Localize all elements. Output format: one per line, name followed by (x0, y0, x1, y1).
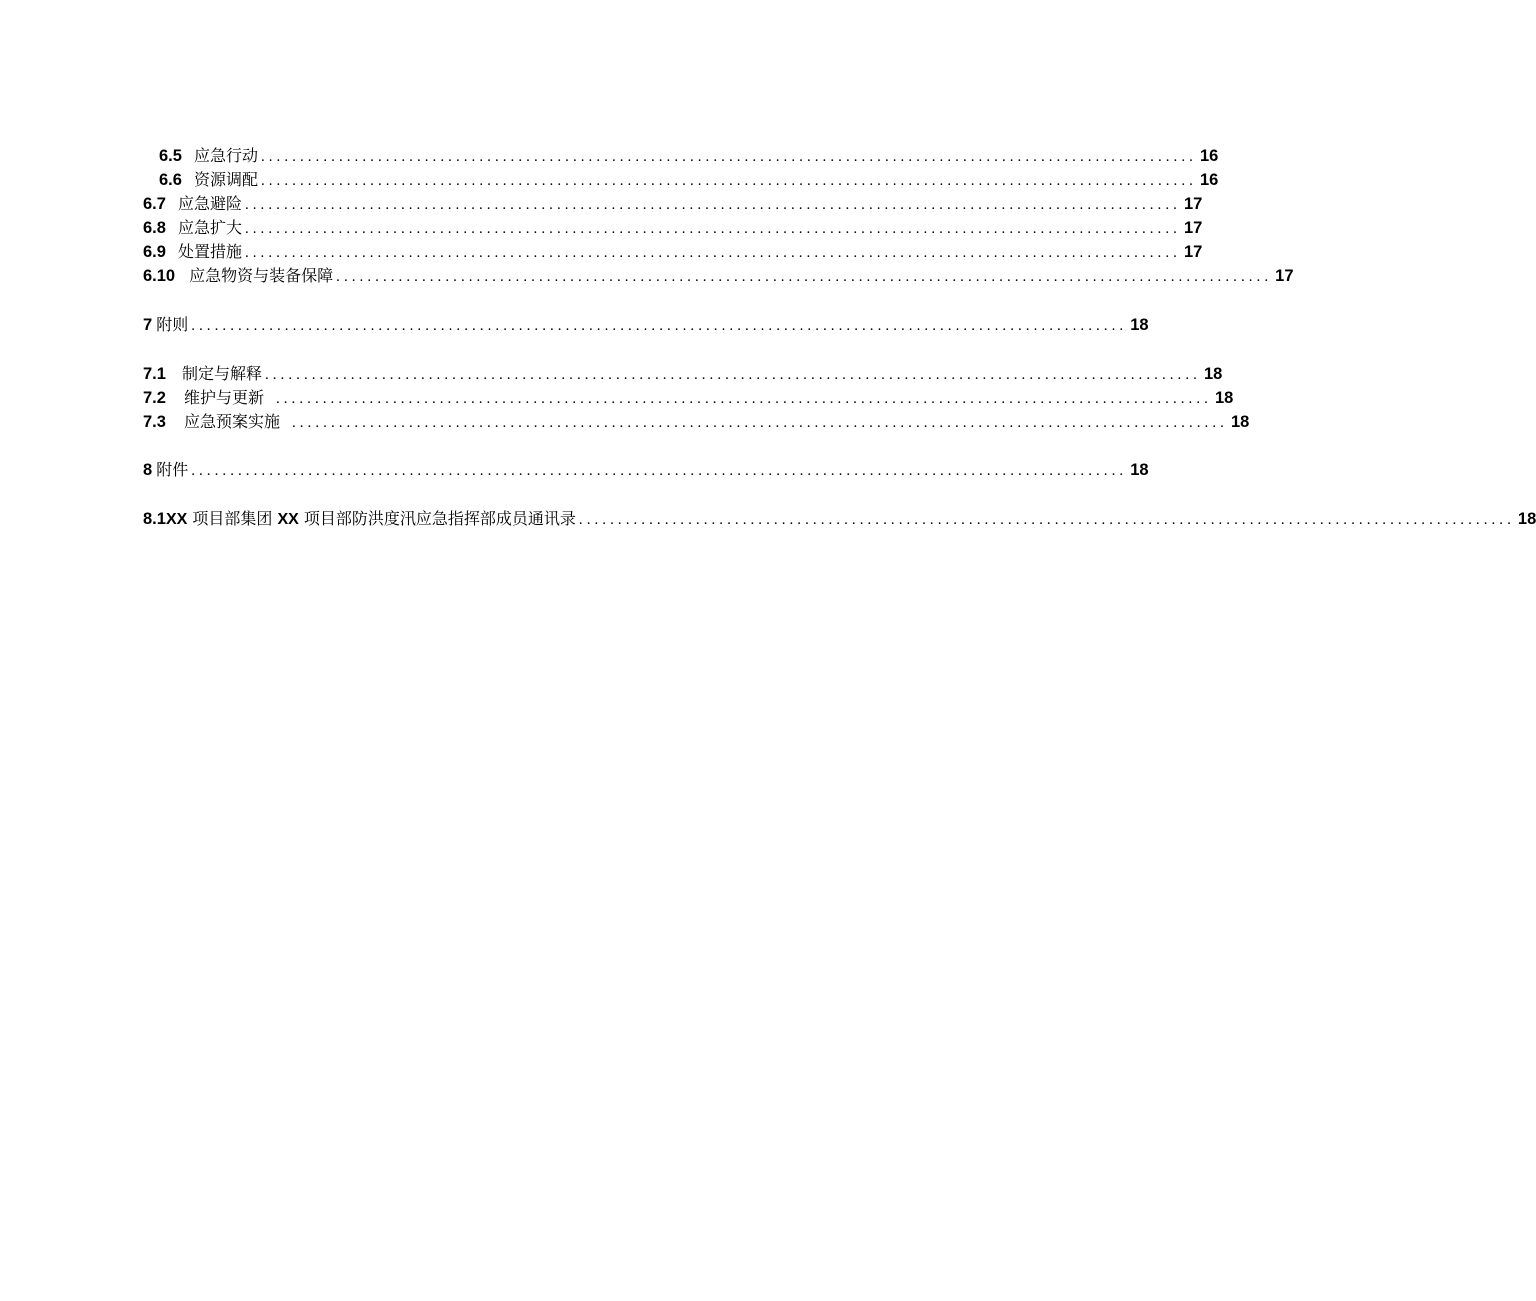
toc-entry-number: 8.1 (143, 510, 166, 528)
toc-entry-6-7[interactable] (143, 192, 1203, 216)
toc-entry-page: 18 (1130, 461, 1149, 479)
toc-entry-page: 16 (1199, 171, 1219, 189)
toc-entry-title: 应急预案实施 (183, 412, 280, 431)
toc-entry-title: 处置措施 (177, 242, 242, 261)
toc-entry-number: 7.1 (143, 365, 166, 383)
toc-title-part: 项目部集团 (187, 509, 278, 528)
toc-leader-dots: ........................................................................................................................ (260, 173, 1197, 189)
toc-leader-dots: ........................................................................................................................ (275, 391, 1212, 407)
toc-entry-title: 附则 (156, 315, 189, 334)
toc-entry-title: 应急扩大 (177, 218, 242, 237)
toc-leader-dots: ........................................................................................................................ (578, 512, 1515, 528)
toc-entry-title: 制定与解释 (181, 364, 262, 383)
toc-entry-title: 附件 (156, 460, 189, 479)
toc-leader-dots: ........................................................................................................................ (191, 318, 1128, 334)
toc-entry-title: 维护与更新 (183, 388, 264, 407)
toc-entry-6-5[interactable] (159, 144, 1219, 168)
toc-leader-dots: ........................................................................................................................ (191, 463, 1128, 479)
toc-entry-number: 8 (143, 461, 153, 479)
toc-entry-number: 7 (143, 316, 153, 334)
toc-leader-dots: ........................................................................................................................ (336, 269, 1273, 285)
toc-leader-dots: ........................................................................................................................ (291, 415, 1228, 431)
toc-leader-dots: ........................................................................................................................ (244, 221, 1181, 237)
toc-entry-6-10[interactable] (143, 264, 1294, 288)
toc-entry-7-2[interactable] (143, 386, 1234, 410)
toc-entry-6-9[interactable] (143, 240, 1203, 264)
toc-entry-number: 6.10 (143, 267, 176, 285)
toc-entry-number: 6.5 (159, 147, 182, 165)
toc-entry-title: 资源调配 (193, 170, 258, 189)
toc-entry-7-1[interactable] (143, 362, 1223, 386)
toc-leader-dots: ........................................................................................................................ (264, 367, 1201, 383)
toc-entry-page: 17 (1183, 219, 1203, 237)
toc-entry-page: 18 (1214, 389, 1234, 407)
toc-entry-title: 应急行动 (193, 146, 258, 165)
toc-entry-8-1[interactable] (143, 507, 1536, 531)
toc-entry-7-3[interactable] (143, 410, 1250, 434)
toc-leader-dots: ........................................................................................................................ (244, 197, 1181, 213)
toc-entry-number: 6.8 (143, 219, 166, 237)
toc-entry-title: 应急物资与装备保障 (189, 266, 334, 285)
toc-entry-number: 6.6 (159, 171, 182, 189)
toc-entry-page: 18 (1203, 365, 1223, 383)
toc-entry-page: 18 (1517, 510, 1536, 528)
toc-entry-title: 应急避险 (177, 194, 242, 213)
toc-leader-dots: ........................................................................................................................ (244, 245, 1181, 261)
toc-entry-7[interactable] (143, 313, 1149, 337)
toc-entry-page: 17 (1275, 267, 1294, 285)
toc-leader-dots: ........................................................................................................................ (260, 149, 1197, 165)
toc-title-part: XX (165, 511, 188, 528)
toc-entry-page: 17 (1183, 195, 1203, 213)
toc-entry-number: 7.2 (143, 389, 166, 407)
toc-entry-page: 18 (1130, 316, 1149, 334)
toc-entry-number: 6.7 (143, 195, 166, 213)
toc-entry-6-6[interactable] (159, 168, 1219, 192)
toc-entry-6-8[interactable] (143, 216, 1203, 240)
toc-title-part: XX (277, 511, 299, 528)
toc-entry-page: 16 (1199, 147, 1219, 165)
toc-entry-number: 6.9 (143, 243, 166, 261)
toc-title-part: 项目部防洪度汛应急指挥部成员通讯录 (298, 509, 576, 528)
toc-entry-page: 17 (1183, 243, 1203, 261)
toc-entry-title (166, 507, 576, 532)
toc-entry-number: 7.3 (143, 413, 166, 431)
toc-entry-8[interactable] (143, 458, 1149, 482)
toc-entry-page: 18 (1230, 413, 1250, 431)
